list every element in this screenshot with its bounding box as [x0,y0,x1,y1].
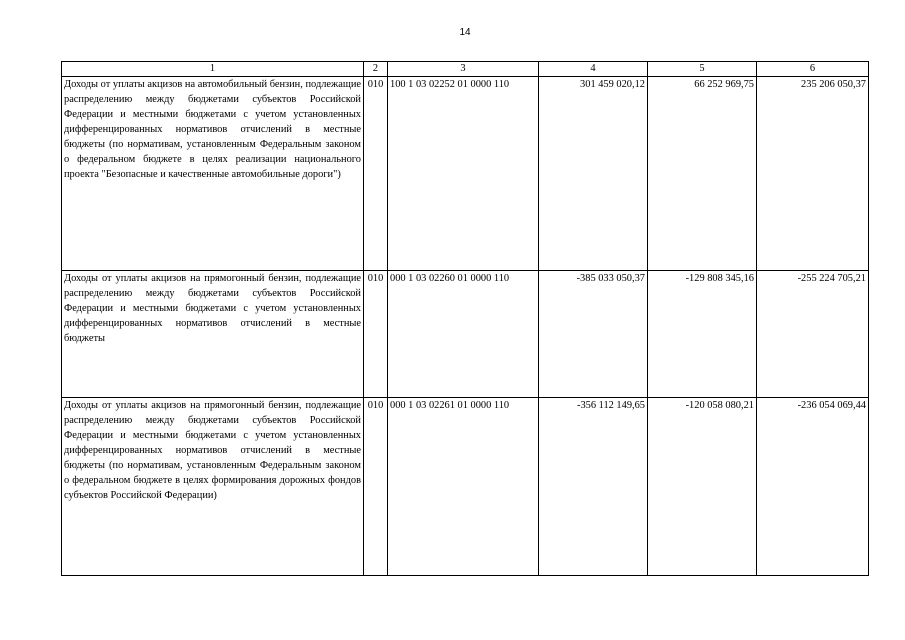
row-value-col4: 301 459 020,12 [539,77,648,271]
row-budget-code: 000 1 03 02260 01 0000 110 [388,271,539,398]
row-admin-code: 010 [364,77,388,271]
row-description: Доходы от уплаты акцизов на прямогонный бензин, подлежащие распределению между бюджетами субъектов Российской Федерации и местными бюджетами с учетом установленных дифференцированных нормативов отчислений в местные бюджеты (по нормативам, установленным Федеральным законом о федеральном бюджете в целях формирования дорожных фондов субъектов Российской Федерации) [62,398,364,576]
page-number: 14 [459,27,471,38]
column-header-4: 4 [539,62,648,77]
row-value-col5: -129 808 345,16 [648,271,757,398]
row-admin-code: 010 [364,398,388,576]
table-header-row [62,62,869,77]
table-row [62,271,869,398]
table-row [62,77,869,271]
row-budget-code: 100 1 03 02252 01 0000 110 [388,77,539,271]
column-header-3: 3 [388,62,539,77]
column-header-1: 1 [62,62,364,77]
row-value-col4: -385 033 050,37 [539,271,648,398]
column-header-2: 2 [364,62,388,77]
row-value-col6: 235 206 050,37 [757,77,869,271]
column-header-5: 5 [648,62,757,77]
row-description: Доходы от уплаты акцизов на автомобильный бензин, подлежащие распределению между бюджетами субъектов Российской Федерации и местными бюджетами с учетом установленных дифференцированных нормативов отчислений в местные бюджеты (по нормативам, установленным Федеральным законом о федеральном бюджете в целях реализации национального проекта "Безопасные и качественные автомобильные дороги") [62,77,364,271]
column-header-6: 6 [757,62,869,77]
row-budget-code: 000 1 03 02261 01 0000 110 [388,398,539,576]
row-description: Доходы от уплаты акцизов на прямогонный бензин, подлежащие распределению между бюджетами субъектов Российской Федерации и местными бюджетами с учетом установленных дифференцированных нормативов отчислений в местные бюджеты [62,271,364,398]
row-value-col6: -255 224 705,21 [757,271,869,398]
row-value-col4: -356 112 149,65 [539,398,648,576]
table-row [62,398,869,576]
budget-table [61,61,869,576]
row-value-col5: -120 058 080,21 [648,398,757,576]
row-value-col5: 66 252 969,75 [648,77,757,271]
row-admin-code: 010 [364,271,388,398]
row-value-col6: -236 054 069,44 [757,398,869,576]
